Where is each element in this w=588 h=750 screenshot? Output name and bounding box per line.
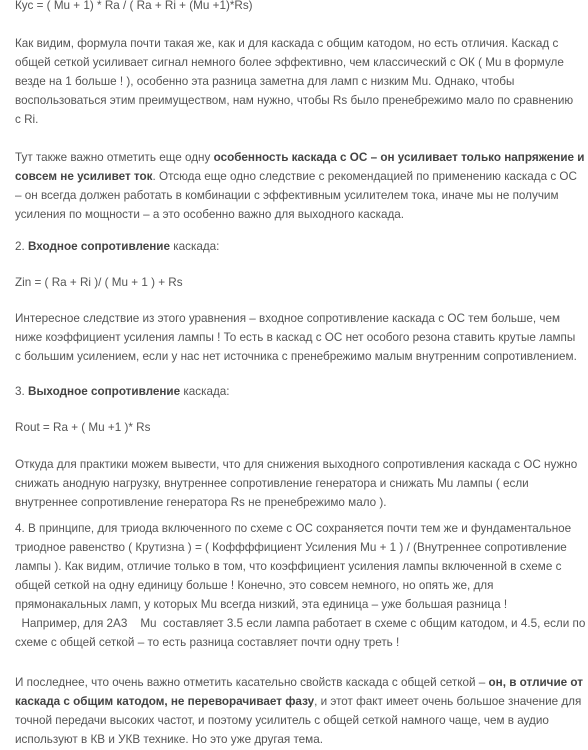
paragraph-input-resistance-consequence: Интересное следствие из этого уравнения – входное сопротивление каскада с ОС тем больше, чем ниже коэффициент усиления лампы ! То есть в каскад с ОС нет особого резона ставить крутые лампы с большим усилением, если у нас нет источника с пренебрежимо малым внутренним сопротивлением. [15, 312, 577, 363]
formula-kus: Кус = ( Mu + 1) * Ra / ( Ra + Ri + (Mu +1)*Rs) [15, 0, 253, 12]
paragraph-voltage-only: Тут также важно отметить еще одну особенность каскада с ОС – он усиливает только напряжение и совсем не усиливет ток. Отсюда еще одно следствие с рекомендацией по применению каскада с ОС – он всегда должен работать в комбинации с эффективным усилителем тока, иначе мы не получим усиления по мощности – а это особенно важно для выходного каскада. [15, 151, 585, 221]
paragraph-common-grid-gain: Как видим, формула почти такая же, как и для каскада с общим катодом, но есть отличия. Каскад с общей сеткой усиливает сигнал немного более эффективно, чем классический с ОК ( Mu в формуле везде на 1 больше ! ), особенно эта разница заметна для ламп с низким Mu. Однако, чтобы воспользоваться этим преимуществом, нам нужно, чтобы Rs было пренебрежимо мало по сравнению с Ri. [15, 37, 574, 126]
paragraph-output-resistance-practice: Откуда для практики можем вывести, что для снижения выходного сопротивления каскада с ОС нужно снижать анодную нагрузку, внутреннее сопротивление генератора и снижать Mu лампы ( если внутреннее сопротивление генератора Rs не пренебрежимо мало ). [15, 458, 578, 509]
formula-rout: Rout = Ra + ( Mu +1 )* Rs [15, 421, 151, 434]
section-heading-input-resistance: 2. Входное сопротивление каскада: [15, 240, 220, 253]
section-heading-output-resistance: 3. Выходное сопротивление каскада: [15, 385, 230, 398]
paragraph-triode-equality: 4. В принципе, для триода включенного по схеме с ОС сохраняется почти тем же и фундаментальное триодное равенство ( Крутизна ) = ( Коффффициент Усиления Mu + 1 ) / (Внутреннее сопротивление лампы ). Как видим, отличие только в том, что коэффициент усиления лампы включенной в схеме с общей сеткой на одну единицу больше ! Конечно, это совсем немного, но опять же, для прямонакальных ламп, у которых Mu всегда низкий, эта единица – уже большая разница ! Например, для 2А3 Mu составляет 3.5 если лампа работает в схеме с общим катодом, и 4.5, если по схеме с общей сеткой – то есть разница составляет почти одну треть ! [15, 522, 586, 649]
paragraph-phase-property: И последнее, что очень важно отметить касательно свойств каскада с общей сеткой – он, в отличие от каскада с общим катодом, не переворачивает фазу, и этот факт имеет очень большое значение для точной передачи высоких частот, и поэтому усилитель с общей сеткой намного чаще, чем в аудио используют в КВ и УКВ технике. Но это уже другая тема. [15, 676, 583, 746]
formula-zin: Zin = ( Ra + Ri )/ ( Mu + 1 ) + Rs [15, 276, 183, 289]
